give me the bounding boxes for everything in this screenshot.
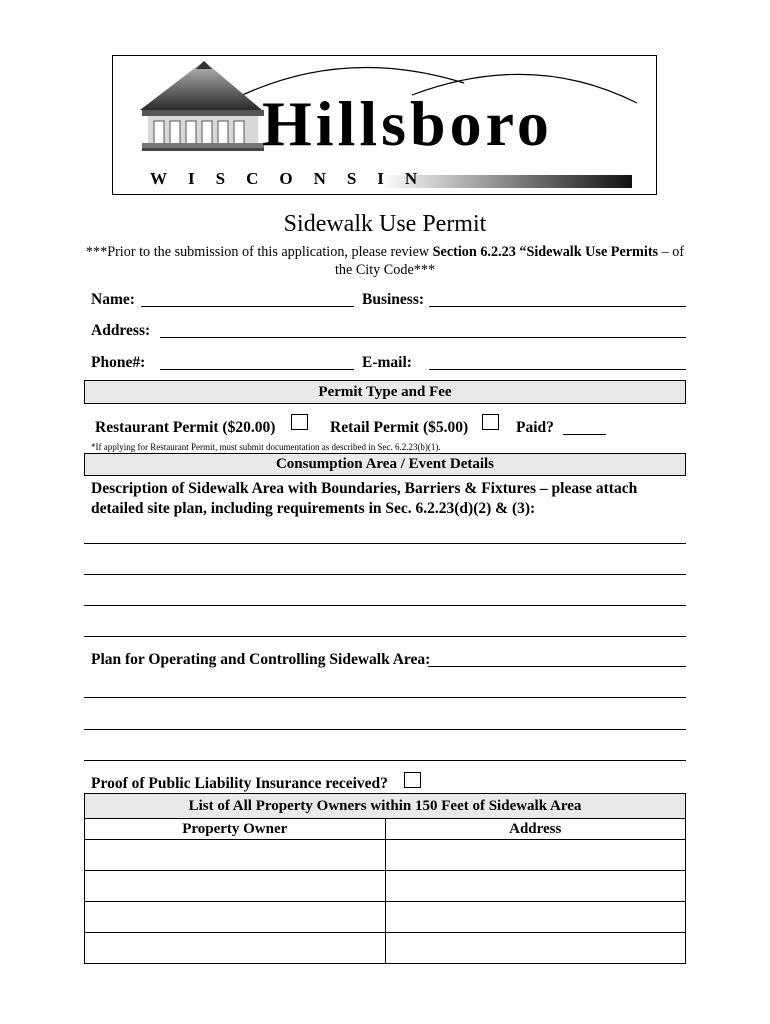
owners-column-header: Address [385, 819, 686, 840]
email-field[interactable] [429, 369, 686, 370]
owner-name-cell[interactable] [85, 840, 386, 871]
intro-prefix: ***Prior to the submission of this application, please review [85, 244, 433, 260]
retail-permit-label: Retail Permit ($5.00) [330, 419, 469, 436]
description-line[interactable] [84, 605, 686, 606]
owner-address-cell[interactable] [385, 902, 686, 933]
restaurant-permit-label: Restaurant Permit ($20.00) [95, 419, 276, 436]
intro-notice [0, 243, 770, 279]
description-line[interactable] [84, 636, 686, 637]
email-label: E-mail: [362, 354, 412, 371]
description-line-1: Description of Sidewalk Area with Boundaries, Barriers & Fixtures – please attach [91, 480, 638, 497]
insurance-label: Proof of Public Liability Insurance received? [91, 775, 388, 792]
name-field[interactable] [141, 306, 354, 307]
restaurant-permit-checkbox[interactable] [291, 414, 308, 430]
retail-permit-checkbox[interactable] [482, 414, 499, 430]
owner-address-cell[interactable] [385, 933, 686, 964]
description-prompt [91, 479, 691, 519]
consumption-section-header: Consumption Area / Event Details [84, 453, 686, 476]
intro-section-ref: Section 6.2.23 “Sidewalk Use Permits [432, 244, 659, 260]
table-row [85, 902, 686, 933]
owner-address-cell[interactable] [385, 871, 686, 902]
owner-address-cell[interactable] [385, 840, 686, 871]
table-row [85, 871, 686, 902]
business-field[interactable] [429, 306, 686, 307]
owners-section-header: List of All Property Owners within 150 Feet of Sidewalk Area [84, 793, 686, 819]
intro-line2: the City Code*** [334, 262, 436, 278]
logo-wordmark: Hillsboro [262, 88, 553, 159]
plan-line[interactable] [84, 729, 686, 730]
paid-field[interactable] [563, 434, 606, 435]
permit-section-header: Permit Type and Fee [84, 380, 686, 404]
paid-label: Paid? [516, 419, 554, 436]
logo-state: WISCONSIN [150, 169, 439, 188]
owner-name-cell[interactable] [85, 933, 386, 964]
restaurant-permit-note: *If applying for Restaurant Permit, must submit documentation as described in Sec. 6.2.23(b)(1). [91, 442, 441, 452]
intro-middle: – of [658, 244, 685, 260]
plan-line[interactable] [84, 697, 686, 698]
phone-field[interactable] [160, 369, 354, 370]
description-line[interactable] [84, 574, 686, 575]
description-line-2: detailed site plan, including requirements in Sec. 6.2.23(d)(2) & (3): [91, 500, 536, 517]
description-line[interactable] [84, 543, 686, 544]
page-title: Sidewalk Use Permit [283, 211, 487, 237]
plan-field[interactable] [428, 666, 686, 667]
owners-table [84, 818, 686, 964]
phone-label: Phone#: [91, 354, 146, 371]
owner-name-cell[interactable] [85, 871, 386, 902]
insurance-checkbox[interactable] [404, 772, 421, 788]
owners-column-header: Property Owner [85, 819, 386, 840]
address-field[interactable] [160, 337, 686, 338]
table-row [85, 840, 686, 871]
table-row [85, 933, 686, 964]
name-label: Name: [91, 291, 135, 308]
address-label: Address: [91, 322, 151, 339]
plan-label: Plan for Operating and Controlling Sidewalk Area: [91, 651, 431, 668]
business-label: Business: [362, 291, 425, 308]
plan-line[interactable] [84, 760, 686, 761]
owner-name-cell[interactable] [85, 902, 386, 933]
